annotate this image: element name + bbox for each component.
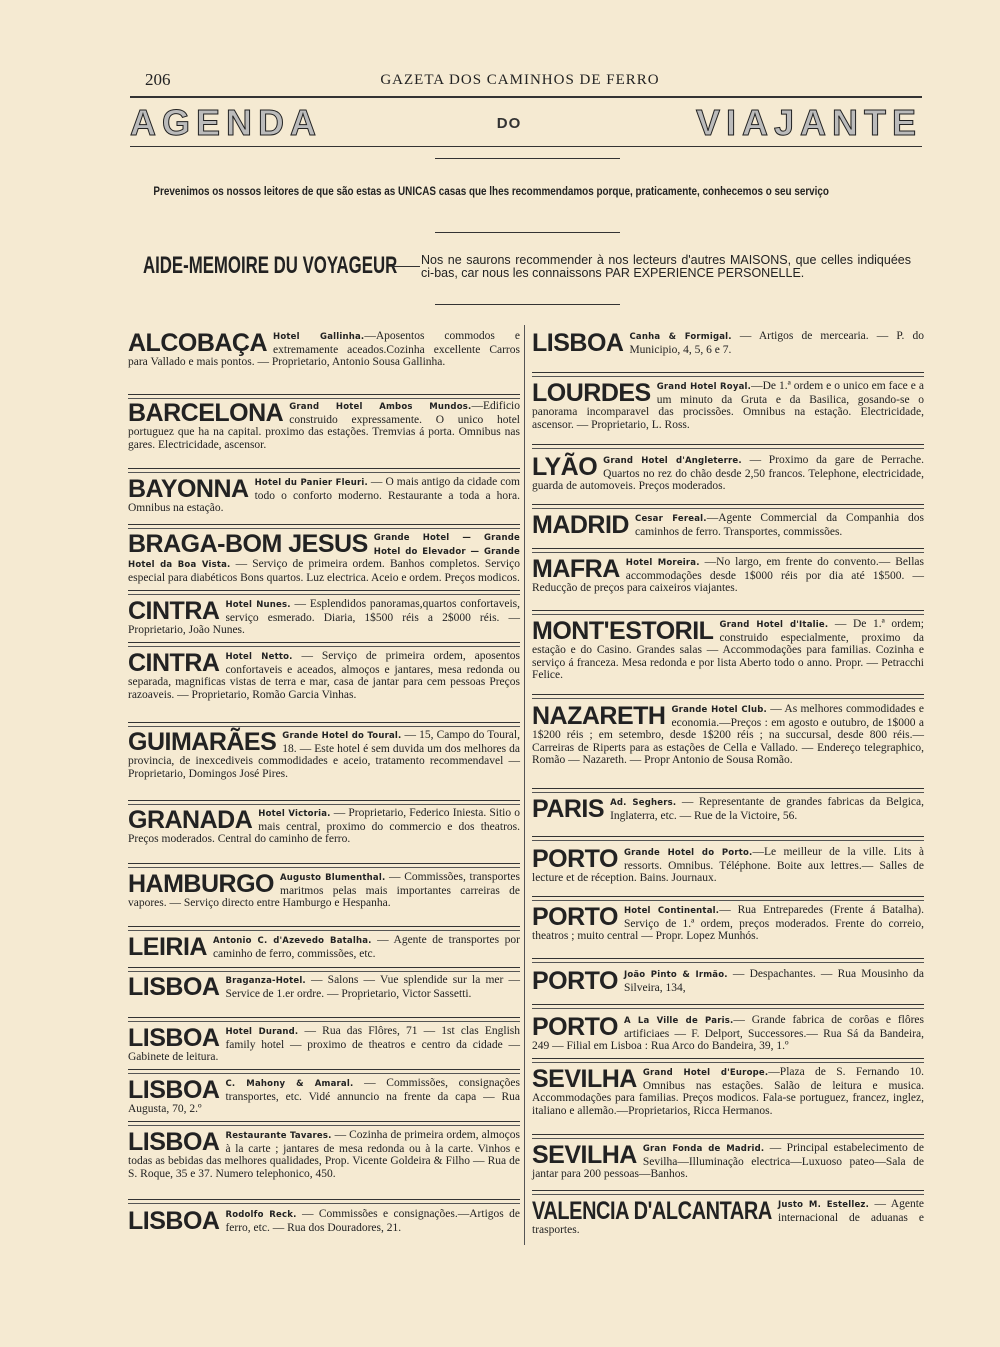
entry-rule — [128, 800, 520, 805]
listing-business-name: Ad. Seghers. — [610, 798, 677, 808]
listing-city: PORTO — [532, 1013, 618, 1041]
listing-entry — [532, 904, 924, 943]
listing-business-name: Hotel Durand. — [225, 1027, 299, 1037]
listing-entry — [532, 846, 924, 885]
title-rule — [130, 146, 922, 147]
listing-entry — [128, 330, 520, 369]
listing-city: PORTO — [532, 967, 618, 995]
entry-rule — [128, 722, 520, 727]
listing-city: CINTRA — [128, 597, 220, 625]
listing-business-name: Hotel Gallinha. — [273, 332, 365, 342]
entry-rule — [128, 967, 520, 972]
listing-entry — [128, 400, 520, 451]
entry-rule — [128, 394, 520, 399]
listing-city: HAMBURGO — [128, 870, 274, 898]
listing-entry — [128, 1129, 520, 1180]
entry-rule — [532, 958, 924, 963]
listing-city: LISBOA — [532, 329, 624, 357]
listing-description: — O mais antigo da cidade com todo o conforto moderno. Restaurante a toda a hora. Omnibus na estação. — [128, 476, 521, 515]
aide-dash — [392, 266, 420, 267]
listing-city: PORTO — [532, 903, 618, 931]
listing-city: SEVILHA — [532, 1141, 637, 1169]
listing-business-name: Hotel Victoria. — [258, 809, 331, 819]
divider-rule — [435, 304, 620, 305]
listing-business-name: João Pinto & Irmão. — [623, 970, 728, 980]
listing-description: — Despachantes. — Rua Mousinho da Silveira, 134, — [623, 968, 925, 994]
listing-city: NAZARETH — [532, 702, 666, 730]
entry-rule — [128, 642, 520, 647]
listing-business-name: Grand Hotel d'Europe. — [642, 1068, 769, 1078]
listing-business-name: Grand Hotel Royal. — [656, 382, 752, 392]
listing-business-name: Augusto Blumenthal. — [280, 873, 386, 883]
listing-description: — Cozinha de primeira ordem, almoços à la carte ; jantares de mesa redonda ou à la carte. Vinhos e todas as bebidas das melhores qualidades, Prop. Vicente Goldeira & Filho — Rua de S. Roque, 35 e 37. Numero telephonico, 450. — [128, 1129, 520, 1180]
entry-rule — [532, 548, 924, 553]
column-separator — [524, 325, 525, 1245]
listing-entry — [128, 650, 520, 701]
entry-rule — [128, 590, 520, 595]
listing-entry — [532, 1066, 924, 1117]
entry-rule — [532, 444, 924, 449]
divider-rule — [435, 232, 620, 233]
publication-title: GAZETA DOS CAMINHOS DE FERRO — [380, 72, 660, 88]
listing-entry — [532, 512, 924, 538]
entry-rule — [532, 610, 924, 615]
title-word-viajante: VIAJANTE — [695, 102, 922, 143]
entry-rule — [128, 524, 520, 529]
entry-rule — [532, 788, 924, 793]
page-number: 206 — [145, 70, 171, 89]
listing-description: —Plaza de S. Fernando 10. Omnibus nas estações. Salão de leitura e musica. Accommodações para familias. Preços modicos. Fala-se portuguez, francez, inglez, italiano e allemão.—Proprietarios, Ricca Hermanos. — [532, 1066, 924, 1117]
listing-city: SEVILHA — [532, 1065, 637, 1093]
listing-entry — [532, 556, 924, 595]
listing-entry — [128, 807, 520, 846]
entry-rule — [532, 504, 924, 509]
listing-description: —Edificio construido expressamente. O unico hotel portuguez que ha na capital. proximo das estações. Tremvias á porta. Omnibus nas gares. Electricidade, ascensor. — [128, 400, 520, 451]
listing-entry — [128, 974, 520, 1000]
entry-rule — [128, 1121, 520, 1126]
listing-business-name: Hotel Moreira. — [625, 558, 700, 568]
listing-entry — [128, 1208, 520, 1234]
listing-business-name: A La Ville de Paris. — [623, 1016, 734, 1026]
entry-rule — [532, 1058, 924, 1063]
entry-rule — [128, 1069, 520, 1074]
listing-description: — Proprietario, Federico Iniesta. Sitio o mais central, proximo do commercio e dos theatros. Preços moderados. Central do caminho de ferro. — [128, 807, 520, 846]
entry-rule — [532, 1004, 924, 1009]
listing-city: BAYONNA — [128, 475, 249, 503]
listing-entry — [532, 454, 924, 493]
listing-business-name: Grande Hotel do Toural. — [282, 731, 402, 741]
listing-city: GUIMARÃES — [128, 728, 277, 756]
entry-rule — [532, 896, 924, 901]
listing-description: — As melhores commodidades e economia.—Preços : em agosto e outubro, de 1$000 a 1$200 réis ; em setembro, desde 1$200 réis ; na succursal, desde 800 réis.—Carreiras de Riperts para as estações de Cella e Vallado. — Endereço telegraphico, Romão — Nazareth. — Propr Antonio de Sousa Romão. — [532, 703, 924, 767]
listing-city: BRAGA-BOM JESUS — [128, 530, 368, 558]
listing-city: LEIRIA — [128, 933, 207, 961]
listing-description: — Grande fabrica de corôas e flôres artificiaes — F. Delport, Successores.— Rua Sá da Bandeira, 249 — Filial em Lisboa : Rua Arco do Bandeira, 39, 1.º — [532, 1014, 925, 1053]
listing-city: MONT'ESTORIL — [532, 617, 714, 645]
listing-entry — [128, 871, 520, 910]
listing-city: PARIS — [532, 795, 605, 823]
listing-city: LISBOA — [128, 973, 220, 1001]
listing-entry — [532, 968, 924, 994]
listing-city: LISBOA — [128, 1128, 220, 1156]
entry-rule — [128, 863, 520, 868]
listing-description: —Agente Commercial da Companhia dos caminhos de ferro. Transportes, commissões. — [635, 512, 924, 538]
entry-rule — [128, 1199, 520, 1204]
listing-description: — De 1.ª ordem; construido especialmente, proximo da estação e do Casino. Grandes salas — Accommodações para familias. Cozinha e serviço á franceza. Mesa redonda e por lista Aberto todo o anno. Propr. — Petracchi Felice. — [532, 618, 924, 682]
listing-description: — Proximo da gare de Perrache. Quartos no rez do chão desde 2,50 francos. Telephone, electricidade, guarda de automoveis. Preços moderados. — [532, 454, 924, 493]
listing-description: — Representante de grandes fabricas da Belgica, Inglaterra, etc. — Rue de la Victoire, 56. — [610, 796, 924, 822]
listing-entry — [532, 1142, 924, 1181]
listing-business-name: C. Mahony & Amaral. — [225, 1079, 354, 1089]
listing-business-name: Canha & Formigal. — [629, 332, 732, 342]
listing-entry — [532, 703, 924, 767]
listing-city: GRANADA — [128, 806, 253, 834]
listing-business-name: Grand Hotel d'Italie. — [719, 620, 829, 630]
listing-city: ALCOBAÇA — [128, 329, 268, 357]
listing-entry — [532, 796, 924, 822]
notice-text: Prevenimos os nossos leitores de que são estas as UNICAS casas que lhes recommendamos porque, praticamente, conhecemos o seu serviço — [153, 186, 829, 198]
listing-business-name: Grande Hotel — Grande Hotel do Elevador — Grande Hotel da Boa Vista. — [128, 533, 520, 571]
listing-city: CINTRA — [128, 649, 220, 677]
listing-entry — [128, 1077, 520, 1116]
entry-rule — [128, 1017, 520, 1022]
listing-description: — Principal estabelecimento de Sevilha—Illuminação electrica—Luxuoso pateo—Sala de jantar para 200 pessoas—Banhos. — [532, 1142, 924, 1181]
listing-description: —De 1.ª ordem e o unico em face e a um minuto da Gruta e da Basilica, gosando-se o panorama incomparavel das procissões. Omnibus na estação. Electricidade, ascensor. — Proprietario, L. Ross. — [532, 380, 925, 431]
listing-description: —Aposentos commodos e extremamente aceados.Cozinha excellente Carros para Vallado e mais pontos. — Proprietario, Antonio Sousa Gallinha. — [128, 330, 520, 369]
listing-description: — Rua das Flôres, 71 — 1st clas English family hotel — proximo de theatros e centro da cidade — Gabinete de leitura. — [128, 1025, 521, 1064]
title-word-do: DO — [496, 114, 522, 132]
listing-description: — Serviço de primeira ordem, aposentos confortaveis e aceados, almoços e jantares, mesa redonda ou separada, magnificas vistas de terra e mar, casa de jantar para cem pessoas Preços razoaveis. — Proprietario, Romão Garcia Vinhas. — [128, 650, 520, 701]
listing-business-name: Grand Hotel d'Angleterre. — [603, 456, 742, 466]
listing-entry — [128, 598, 520, 637]
listing-business-name: Hotel Netto. — [225, 652, 293, 662]
listing-business-name: Rodolfo Reck. — [225, 1210, 297, 1220]
entry-rule — [532, 1190, 924, 1195]
entry-rule — [532, 694, 924, 699]
entry-rule — [128, 926, 520, 931]
listing-city: LISBOA — [128, 1076, 220, 1104]
listing-entry — [128, 476, 520, 515]
listing-entry — [128, 934, 520, 960]
listing-entry — [532, 380, 924, 431]
header-rule — [130, 96, 922, 98]
listing-city: PORTO — [532, 845, 618, 873]
listing-entry — [128, 729, 520, 780]
listing-business-name: Hotel du Panier Fleuri. — [254, 478, 368, 488]
entry-rule — [532, 1134, 924, 1139]
listing-description: —No largo, em frente do convento.— Bellas accommodações desde 1$000 réis por dia até 1$500. — Reducção de preços para caixeiros viajantes. — [532, 556, 924, 595]
listing-description: —Le meilleur de la ville. Lits à ressorts. Omnibus. Téléphone. Boite aux lettres.— Salles de lecture et de réception. Bains. Journaux. — [532, 846, 924, 885]
listing-city: MAFRA — [532, 555, 620, 583]
listing-business-name: Antonio C. d'Azevedo Batalha. — [212, 936, 372, 946]
listing-entry — [532, 1014, 924, 1053]
entry-rule — [532, 372, 924, 377]
listing-city: LOURDES — [532, 379, 651, 407]
listing-description: — Commissões e consignações.—Artigos de ferro, etc. — Rua dos Douradores, 21. — [225, 1208, 520, 1234]
listing-business-name: Grande Hotel do Porto. — [623, 848, 753, 858]
listing-description: — Agente internacional de aduanas e trasportes. — [532, 1198, 924, 1237]
listing-description: — Artigos de mercearia. — P. do Municipio, 4, 5, 6 e 7. — [629, 330, 924, 356]
aide-memoire-title: AIDE-MEMOIRE DU VOYAGEUR — [143, 252, 398, 279]
section-title — [130, 102, 922, 143]
listing-city: MADRID — [532, 511, 629, 539]
title-word-agenda: AGENDA — [130, 102, 323, 143]
listing-business-name: Justo M. Estellez. — [778, 1200, 870, 1210]
listing-business-name: Hotel Continental. — [623, 906, 720, 916]
listing-description: — 15, Campo do Toural, 18. — Este hotel é sem duvida um dos melhores da provincia, de inexcediveis commodidades e aceio, tratamento recommendavel — Proprietario, Domingos José Pires. — [128, 729, 520, 780]
listing-city: LISBOA — [128, 1207, 220, 1235]
listing-business-name: Cesar Fereal. — [635, 514, 707, 524]
listing-entry — [532, 618, 924, 682]
listing-entry — [532, 330, 924, 356]
listing-business-name: Restaurante Tavares. — [225, 1131, 332, 1141]
listing-city: VALENCIA D'ALCANTARA — [532, 1197, 772, 1225]
divider-rule — [435, 158, 620, 159]
listing-description: — Rua Entreparedes (Frente á Batalha). Serviço de 1.ª ordem, preços moderados. Frente do correio, theatros ; muito central — Propr. Lopez Munhós. — [532, 904, 925, 943]
listing-city: BARCELONA — [128, 399, 284, 427]
listing-entry — [532, 1198, 924, 1237]
listing-city: LISBOA — [128, 1024, 220, 1052]
listing-description: — Commissões, transportes maritmos pelas mais importantes carreiras de vapores. — Serviço directo entre Hamburgo e Hespanha. — [128, 871, 520, 910]
listing-city: LYÃO — [532, 453, 598, 481]
listing-business-name: Hotel Nunes. — [225, 600, 291, 610]
listing-description: — Serviço de primeira ordem. Banhos completos. Serviço especial para diabéticos Bons quartos. Luz electrica. Aceio e ordem. Preços modicos. — [128, 558, 520, 584]
listing-entry — [128, 1025, 520, 1064]
aide-memoire-text: Nos ne saurons recommender à nos lecteurs d'autres MAISONS, que celles indiquées ci-bas, car nous les connaissons PAR EXPERIENCE PERSONELLE. — [421, 253, 911, 280]
listing-description: — Esplendidos panoramas,quartos confortaveis, serviço esmerado. Diaria, 1$500 réis a 2$000 réis. — Proprietario, João Nunes. — [128, 598, 520, 637]
listing-description: — Salons — Vue splendide sur la mer — Service de 1.er ordre. — Proprietario, Victor Sassetti. — [225, 974, 520, 1000]
listing-business-name: Gran Fonda de Madrid. — [642, 1144, 765, 1154]
listing-description: — Commissões, consignações transportes, etc. Vidé annuncio na frente da capa — Rua Augusta, 70, 2.º — [128, 1077, 520, 1116]
listing-description: — Agente de transportes por caminho de ferro, commissões, etc. — [212, 934, 520, 960]
listing-business-name: Braganza-Hotel. — [225, 976, 306, 986]
listing-entry — [128, 531, 520, 584]
entry-rule — [128, 468, 520, 473]
listing-business-name: Grande Hotel Club. — [671, 705, 767, 715]
entry-rule — [532, 836, 924, 841]
listing-business-name: Grand Hotel Ambos Mundos. — [289, 402, 472, 412]
